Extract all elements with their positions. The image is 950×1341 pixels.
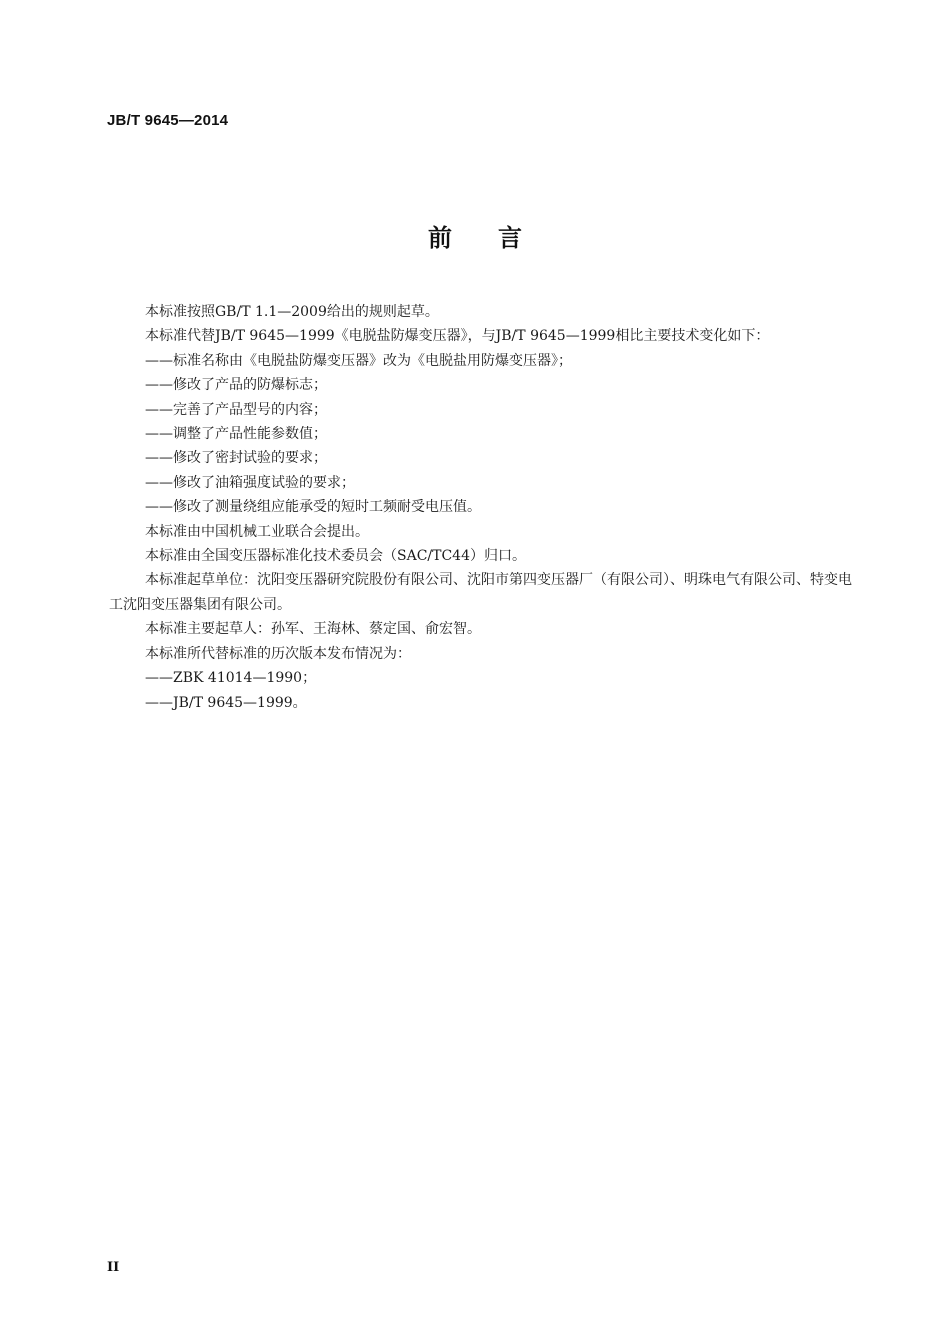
section-title: 前言 bbox=[428, 224, 568, 252]
list-item: ——修改了油箱强度试验的要求； bbox=[145, 474, 355, 491]
paragraph-proposer: 本标准由中国机械工业联合会提出。 bbox=[145, 523, 369, 540]
list-item: ——完善了产品型号的内容； bbox=[145, 401, 327, 418]
paragraph-drafting-units: 本标准起草单位：沈阳变压器研究院股份有限公司、沈阳市第四变压器厂（有限公司）、明珠电气有限公司、特变电工沈阳变压器集团有限公司。 bbox=[109, 572, 852, 613]
list-item: ——ZBK 41014—1990； bbox=[145, 670, 317, 687]
paragraph-replacement: 本标准代替JB/T 9645—1999《电脱盐防爆变压器》，与JB/T 9645—1999相比主要技术变化如下： bbox=[145, 328, 770, 345]
page-number: II bbox=[107, 1260, 120, 1275]
paragraph-drafters: 本标准主要起草人：孙军、王海林、蔡定国、俞宏智。 bbox=[145, 621, 481, 638]
list-item: ——标准名称由《电脱盐防爆变压器》改为《电脱盐用防爆变压器》； bbox=[145, 352, 572, 369]
list-item: ——修改了产品的防爆标志； bbox=[145, 377, 327, 394]
paragraph-previous-editions: 本标准所代替标准的历次版本发布情况为： bbox=[145, 645, 411, 662]
list-item: ——JB/T 9645—1999。 bbox=[145, 694, 307, 711]
list-item: ——修改了密封试验的要求； bbox=[145, 450, 327, 467]
paragraph-committee: 本标准由全国变压器标准化技术委员会（SAC/TC44）归口。 bbox=[145, 548, 526, 565]
foreword-body bbox=[109, 300, 855, 715]
list-item: ——修改了测量绕组应能承受的短时工频耐受电压值。 bbox=[145, 499, 481, 516]
document-code: JB/T 9645—2014 bbox=[107, 112, 229, 129]
paragraph-drafting-rules: 本标准按照GB/T 1.1—2009给出的规则起草。 bbox=[145, 304, 439, 320]
list-item: ——调整了产品性能参数值； bbox=[145, 426, 327, 443]
